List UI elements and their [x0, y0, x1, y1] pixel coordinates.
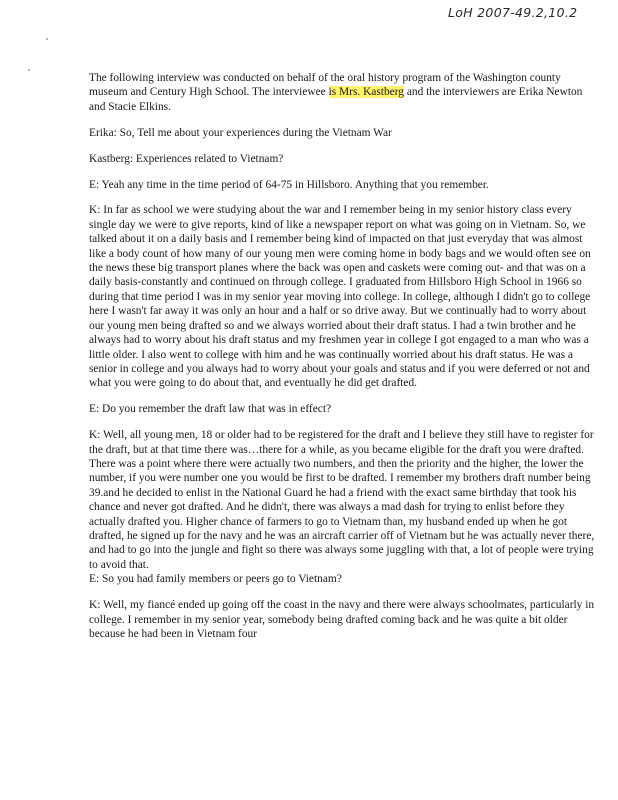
question-paragraph: E: So you had family members or peers go to Vietnam? — [89, 573, 342, 586]
question-paragraph: Erika: So, Tell me about your experiences during the Vietnam War — [89, 126, 392, 139]
answer-paragraph: Kastberg: Experiences related to Vietnam? — [89, 152, 284, 165]
answer-paragraph: K: Well, my fiancé ended up going off the coast in the navy and there were always schoolmates, particularly in college. I remember in my senior year, somebody being drafted coming back and he was quite a bit older because he had been in Vietnam four — [89, 599, 595, 640]
scan-speck — [46, 38, 48, 40]
intro-paragraph — [89, 71, 597, 114]
question-paragraph: E: Yeah any time in the time period of 64-75 in Hillsboro. Anything that you remember. — [89, 178, 489, 191]
intro-text: The following interview was conducted on behalf of the oral history program of the Washington county museum and Century High School. The interviewee — [89, 72, 561, 99]
accession-note: LoH 2007-49.2,10.2 — [448, 5, 578, 20]
answer-paragraph: K: In far as school we were studying about the war and I remember being in my senior history class every single day we were to give reports, kind of like a newspaper report on what was going on in Vietnam. So, we talked about it on a daily basis and I remember being kind of impacted on that just everyday that was almost like a body count of how many of our young men were coming home in body bags and we would often see on the news these big transport planes where the back was open and caskets were coming out- and that was on a daily basis-constantly and continued on through college. I graduated from Hillsboro High School in 1966 so during that time period I was in my senior year moving into college. In college, although I didn't go to college here I wasn't far away it was only an hour and a half or so drive away. But we continually had to worry about our young men being drafted so and we always worried about their draft status. I had a twin brother and he always had to worry about his draft status and my freshmen year in college I got engaged to a man who was a little older. I also went to college with him and he was continually worried about his draft status. He was a senior in college and you always had to worry about your goals and status and if you were deferred or not and what you were going to do about that, and eventually he did get drafted. — [89, 204, 591, 390]
answer-paragraph: K: Well, all young men, 18 or older had to be registered for the draft and I believe they still have to register for the draft, but at that time there was…there for a while, as you became eligible for the draft you were drafted. There was a point where there were actually two numbers, and then the priority and the higher, the lower the number, if you were number one you would be first to be drafted. I remember my brothers draft number being 39.and he decided to enlist in the National Guard he had a friend with the exact same birthday that took his chance and never got drafted. And he didn't, there was always a mad dash for trying to enlist before they actually drafted you. Higher chance of farmers to go to Vietnam than, my husband ended up when he got drafted, he signed up for the navy and he was an aircraft carrier off of Vietnam but he was actually never there, and had to go into the jungle and fight so there was always some juggling with that, a lot of people were trying to avoid that. — [89, 429, 595, 571]
intro-text-end: and the interviewers are Erika Newton and Stacie Elkins. — [89, 86, 583, 113]
scan-speck — [28, 69, 30, 71]
highlighted-interviewee: is Mrs. Kastberg — [328, 86, 404, 99]
question-paragraph: E: Do you remember the draft law that was in effect? — [89, 403, 332, 416]
interview-transcript — [89, 71, 597, 653]
